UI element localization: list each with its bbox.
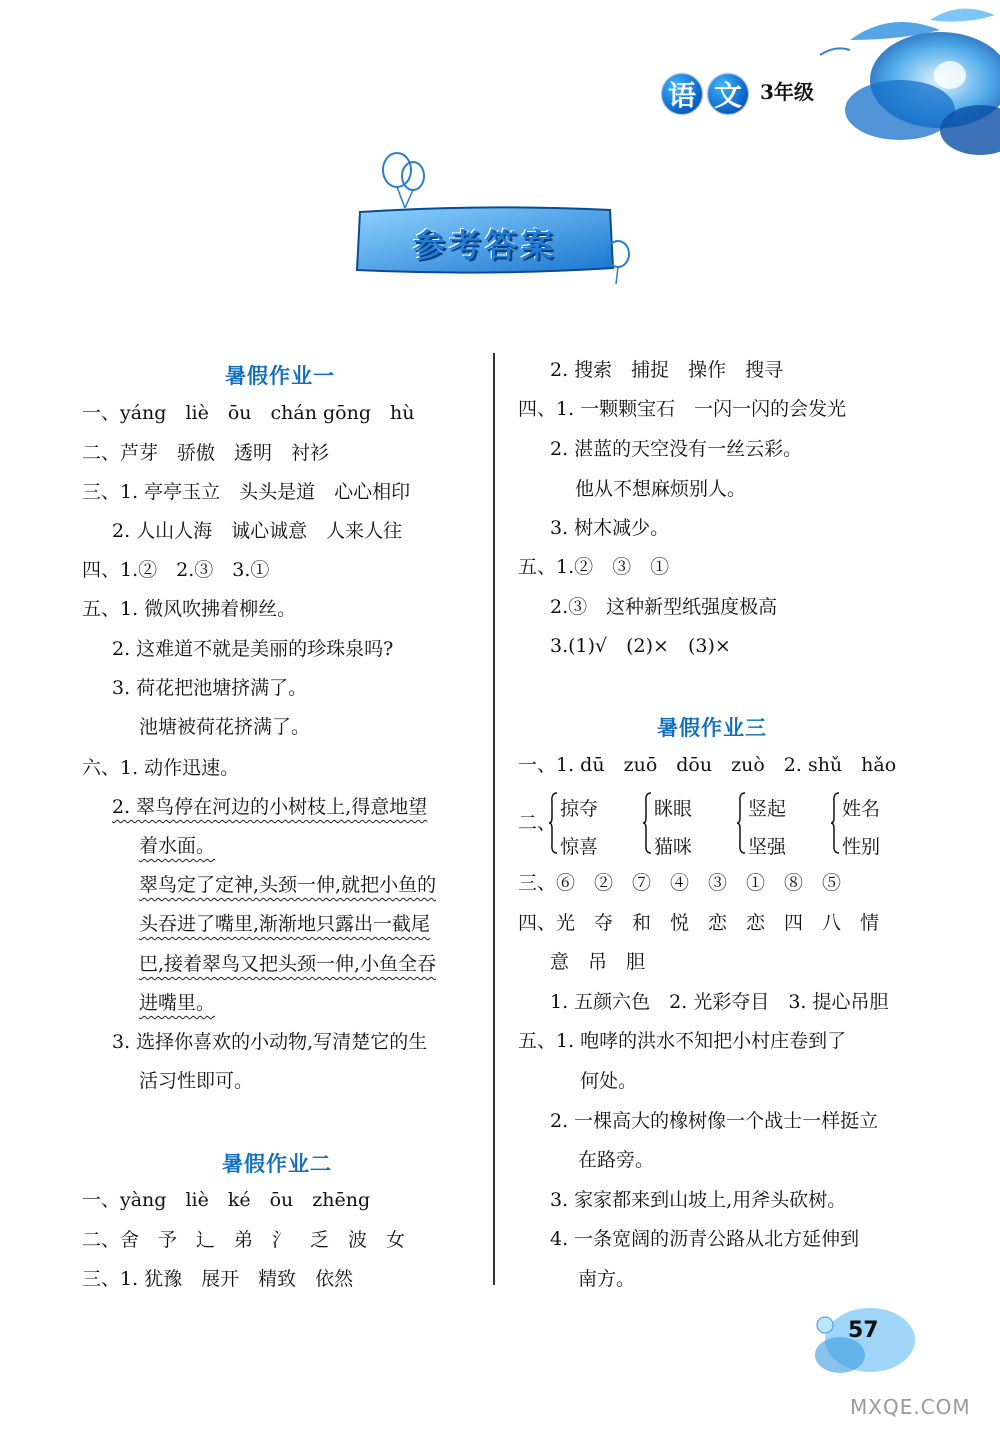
answer-line: 三、⑥ ② ⑦ ④ ③ ① ⑧ ⑤ [518, 872, 842, 894]
answer-line: 五、1. 微风吹拂着柳丝。 [82, 598, 297, 620]
answer-line: 四、1.② 2.③ 3.① [82, 559, 270, 581]
answer-label: 二、 [518, 812, 557, 834]
answer-line: 意 吊 胆 [550, 951, 646, 973]
subject-char-yu: 语 [662, 74, 702, 114]
answer-line-underlined: 翠鸟定了定神,头颈一伸,就把小鱼的 [139, 874, 437, 896]
answer-line: 四、1. 一颗颗宝石 一闪一闪的会发光 [518, 398, 847, 420]
brace-icon [830, 792, 840, 854]
answer-line: 一、yàng liè ké ōu zhēng [82, 1189, 371, 1211]
section-title-2: 暑假作业二 [222, 1152, 332, 1176]
answer-line: 何处。 [580, 1070, 638, 1092]
answer-line: 2. 这难道不就是美丽的珍珠泉吗? [112, 638, 394, 660]
answer-line: 五、1.② ③ ① [518, 556, 670, 578]
answer-line: 3. 荷花把池塘挤满了。 [112, 677, 308, 699]
answer-line-underlined: 2. 翠鸟停在河边的小树枝上,得意地望 [112, 796, 428, 818]
answer-line-underlined: 着水面。 [139, 835, 216, 857]
answer-line: 2. 一棵高大的橡树像一个战士一样挺立 [550, 1110, 879, 1132]
answer-line: 3. 家家都来到山坡上,用斧头砍树。 [550, 1189, 847, 1211]
section-title-3: 暑假作业三 [657, 716, 767, 740]
answer-line-underlined: 进嘴里。 [139, 992, 216, 1014]
answer-line-underlined: 头吞进了嘴里,渐渐地只露出一截尾 [139, 913, 431, 935]
brace-icon [548, 792, 558, 854]
word-pair [842, 790, 880, 866]
answer-line: 一、1. dū zuō dōu zuò 2. shǔ hǎo [518, 754, 897, 776]
answer-line: 3. 选择你喜欢的小动物,写清楚它的生 [112, 1031, 428, 1053]
answer-line: 四、光 夺 和 悦 恋 恋 四 八 情 [518, 912, 880, 934]
answer-line: 二、芦芽 骄傲 透明 衬衫 [82, 442, 330, 464]
answer-line: 2. 搜索 捕捉 操作 搜寻 [550, 359, 784, 381]
word: 眯眼 [654, 798, 693, 820]
answer-line: 三、1. 亭亭玉立 头头是道 心心相印 [82, 481, 411, 503]
answer-line: 2.③ 这种新型纸强度极高 [550, 596, 778, 618]
answer-line-underlined: 巴,接着翠鸟又把头颈一伸,小鱼全吞 [139, 953, 437, 975]
word: 猫咪 [654, 836, 693, 858]
answer-line: 在路旁。 [578, 1149, 655, 1171]
section-title-1: 暑假作业一 [225, 364, 335, 388]
answer-line: 1. 五颜六色 2. 光彩夺目 3. 提心吊胆 [550, 991, 889, 1013]
watermark: MXQE.COM [850, 1395, 971, 1419]
subject-char-wen: 文 [708, 74, 748, 114]
answer-line: 4. 一条宽阔的沥青公路从北方延伸到 [550, 1228, 860, 1250]
answer-line: 池塘被荷花挤满了。 [139, 716, 311, 738]
answer-line: 一、yáng liè ōu chán gōng hù [82, 402, 415, 424]
word: 竖起 [748, 798, 787, 820]
answer-line: 三、1. 犹豫 展开 精致 依然 [82, 1268, 354, 1290]
answer-line: 他从不想麻烦别人。 [575, 478, 747, 500]
banner-title: 参考答案 [412, 226, 557, 264]
word: 坚强 [748, 836, 787, 858]
word-pair [560, 790, 598, 866]
answer-line: 2. 湛蓝的天空没有一丝云彩。 [550, 438, 803, 460]
brace-icon [642, 792, 652, 854]
page-number: 57 [848, 1318, 879, 1343]
answer-line: 南方。 [578, 1268, 636, 1290]
answer-line: 3.(1)√ (2)× (3)× [550, 635, 731, 657]
balloon-icon [375, 150, 435, 210]
word: 性别 [842, 836, 881, 858]
word: 惊喜 [560, 836, 599, 858]
grade-label: 3年级 [760, 80, 814, 104]
word-pair [748, 790, 786, 866]
answer-line: 活习性即可。 [139, 1070, 254, 1092]
answer-line: 五、1. 咆哮的洪水不知把小村庄卷到了 [518, 1030, 847, 1052]
word: 掠夺 [560, 798, 599, 820]
word-pair [654, 790, 692, 866]
word: 姓名 [842, 798, 881, 820]
answer-line: 3. 树木减少。 [550, 517, 670, 539]
answer-line: 二、舍 予 辶 弟 氵 乏 波 女 [82, 1229, 406, 1251]
word-pairs-group [518, 790, 898, 860]
column-divider [493, 353, 495, 1285]
brace-icon [736, 792, 746, 854]
answer-line: 六、1. 动作迅速。 [82, 757, 240, 779]
answer-line: 2. 人山人海 诚心诚意 人来人往 [112, 520, 403, 542]
balloon-icon-small [598, 238, 638, 286]
